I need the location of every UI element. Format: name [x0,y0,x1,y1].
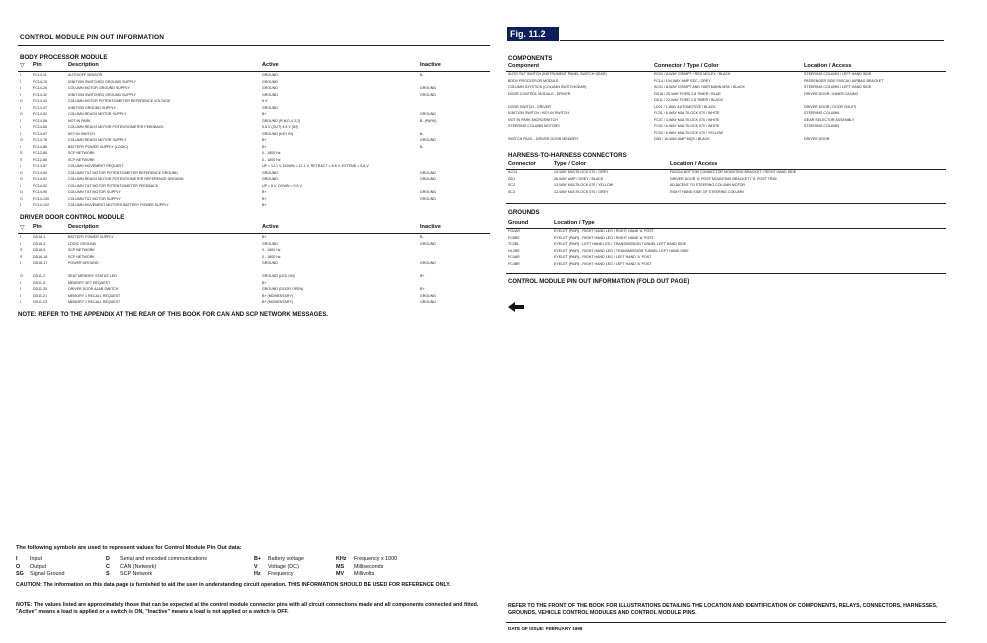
pin-description: COLUMN REACH MOTOR SUPPLY [68,138,127,142]
table-row [508,190,948,197]
pin-id: DD16-1 [33,235,46,239]
pin-description: MEMORY 1 RECALL REQUEST [68,293,121,298]
pin-inactive: GROUND [420,138,436,142]
pin-active: B+ [262,235,267,239]
pin-description: COLUMN TILT MOTOR SUPPLY [68,196,121,201]
pin-io: O [20,138,23,142]
pin-id: FC14-95 [33,190,47,194]
pin-active: GROUND [262,73,278,77]
table-row [508,262,948,269]
pin-inactive: GROUND [420,92,436,97]
symbol-meaning: Battery voltage [268,556,304,562]
pin-description: KEY-IN SWITCH [68,131,95,136]
harness-title: HARNESS-TO-HARNESS CONNECTORS [508,152,627,159]
symbol-key: B+ [254,556,262,562]
table-row [508,137,948,144]
component-connector: LD01 / 1-WAY AUTOMOTIVE / BLACK [654,104,716,109]
pin-description: COLUMN MOTOR GROUND SUPPLY [68,86,130,90]
fig-label: Fig. 11.2 [507,27,559,41]
pin-description: SEAT MEMORY STATUS LED [68,274,117,278]
component-connector: FC02 / 6-WAY MULTILOCK 070 / WHITE [654,124,720,128]
symbol-key: V [254,563,258,570]
pin-io: I [20,287,21,291]
pin-id: FC14-58 [33,118,47,123]
ground-id: HL2BR [508,248,520,253]
pin-active: GROUND [262,241,278,246]
symbol-meaning: Input [30,556,42,562]
pin-inactive: GROUND [420,261,436,265]
pin-io: O [20,170,23,175]
pin-id: FC14-67 [33,131,47,136]
harness-location: ADJACENT TO STEERING COLUMN MOTOR [670,183,746,187]
pin-id: FC14-11 [33,73,47,77]
pin-active: B+ [262,196,267,201]
pin-description: IGNITION SWITCHED GROUND SUPPLY [68,92,137,97]
pin-description: COLUMN TILT MOTOR SUPPLY [68,190,121,194]
pin-io: S [20,157,23,162]
pin-description: COLUMN MOVEMENT MOTORS BATTERY POWER SUPPLY [68,203,169,207]
date-rule [506,622,946,623]
pin-id: FC14-92 [33,183,47,188]
symbol-meaning: SCP Network [120,571,153,577]
pin-description: SCP NETWORK [68,254,95,259]
pin-active: 0 - 1800 Hz [262,151,281,155]
symbol-meaning: Frequency [268,571,294,577]
pin-io: I [20,300,21,304]
pin-io: I [20,92,21,97]
pin-id: FC14-90 [33,170,47,175]
symbol-key: SG [16,571,24,577]
pin-inactive: B- [420,144,424,149]
pin-id: FC14-52 [33,112,47,116]
grounds-header [508,220,948,228]
pin-io: O [20,190,23,194]
pin-id: FC14-15 [33,79,47,84]
pin-inactive: GROUND [420,177,436,181]
pin-inactive: GROUND [420,196,436,201]
grounds-title: GROUNDS [508,209,540,216]
pin-id: DD11-2 [33,274,46,278]
pin-active: B+ [262,280,267,285]
symbol-key: S [106,571,110,577]
pin-inactive: B- [420,131,424,136]
component-location: STEERING COLUMN / LEFT HAND SIDE [804,85,872,89]
component-location: STEERING COLUMN / LEFT HAND SIDE [804,72,872,76]
harness-connector: SC2 [508,183,515,187]
ddcm-title: DRIVER DOOR CONTROL MODULE [20,214,125,221]
component-connector: SC01 / 8-WAY CRIMPT AND HARTMANN MSK / BLACK [654,85,745,89]
pin-description: LOGIC GROUND [68,241,97,246]
ground-location: EYELET (PAIR) - RIGHT HAND LEG / RIGHT HAND 'A' POST [554,235,654,240]
pin-active: GROUND (DOOR OPEN) [262,287,304,291]
pin-inactive: B- (PARK) [420,118,437,123]
fig-rule [560,40,944,41]
component-connector: FC01 / 6-WAY MULTILOCK 070 / WHITE [654,111,720,115]
ground-location: EYELET (PAIR) - LEFT HAND LEG / TRANSMISSION TUNNEL LEFT HAND SIDE [554,242,687,246]
component-connector: DD5 / 10-WAY AMP MQS / BLACK [654,137,710,141]
pin-io: I [20,235,21,239]
ground-location: EYELET (PAIR) - RIGHT HAND LEG / LEFT HAND 'A' POST [554,255,652,259]
components-title: COMPONENTS [508,55,553,62]
pin-io: I [20,261,21,265]
pin-active: B+ (MOMENTARY) [262,300,293,304]
pin-description: MEMORY SET REQUEST [68,280,111,285]
pin-description: DRIVER DOOR AJAR SWITCH [68,287,119,291]
harness-type: 26-WAY AMP / GREY / BLACK [554,176,604,181]
component-location: DRIVER DOOR / DOOR SHUTS [804,104,857,109]
pin-io: I [20,105,21,110]
pin-inactive: B- [420,235,424,239]
pin-symbol-icon: ▽ [20,225,25,231]
ground-location: EYELET (PAIR) - RIGHT HAND LEG / LEFT HAND 'A' POST [554,261,652,266]
ground-id: FC6RE [508,235,520,240]
pin-active: 0.5 V (OUT) 4.5 V (IN) [262,125,298,129]
harness-location: RIGHT HAND SIDE OF STEERING COLUMN [670,189,744,194]
pin-id: FC14-102 [33,203,49,207]
grounds-top-rule [506,203,946,204]
ddcm-header [20,224,490,232]
pin-active: GROUND [262,170,278,175]
symbol-key: I [16,556,18,562]
table-row [20,203,490,210]
component-connector: FC07 / 3-WAY MULTILOCK 070 / WHITE [654,117,720,122]
pin-active: 5 V [262,99,268,103]
pin-active: B+ (MOMENTARY) [262,293,293,298]
harness-header [508,161,948,169]
pin-description: COLUMN MOVEMENT REQUEST [68,164,124,168]
ground-location: EYELET (PAIR) - RIGHT HAND LEG / TRANSMISSION TUNNEL LEFT HAND SIDE [554,248,689,253]
ground-id: TC2BL [508,242,520,246]
pin-id: FC14-47 [33,105,47,110]
component-name: STEERING COLUMN MOTORS [508,124,560,128]
bpm-col-active: Active [262,62,279,68]
pin-id: FC14-91 [33,177,47,181]
ddcm-col-description: Description [68,224,99,230]
component-connector: DD11 / 22-WAY FORD 2.8 TIMER / BLACK [654,98,723,102]
harness-location: FASCIA BOTTOM CONNECTOR MOUNTING BRACKET / RIGHT HAND SIDE [670,170,797,174]
note-values-text: NOTE: The values listed are approximately those that can be expected at the control module connector pins with all circuit connections made and all components connected and fitted. "Active" means a load is applied or a switch is ON, "Inactive" means a load is not applied or a switch is OFF. [16,602,479,615]
symbol-key: D [106,556,110,562]
symbol-key: C [106,563,110,570]
pin-io: I [20,144,21,149]
pin-description: MEMORY 2 RECALL REQUEST [68,300,121,304]
pin-inactive: B+ [420,274,425,278]
pin-io: I [20,280,21,285]
bpm-header-rule [18,71,490,72]
pin-description: POWER GROUND [68,261,99,265]
bpm-col-inactive: Inactive [420,62,441,68]
pin-inactive: GROUND [420,300,436,304]
pin-id: FC14-78 [33,138,47,142]
pin-inactive: B+ [420,287,425,291]
symbol-meaning: Milliseconds [354,563,384,570]
pin-id: DD11-5 [33,280,46,285]
grounds-col-location: Location / Type [554,220,595,226]
pin-active: UP = 12.1 V, DOWN = 12.1 V, RETRACT = 8.8 V, EXTEND = 6.8 V [262,164,369,168]
fold-out-label: CONTROL MODULE PIN OUT INFORMATION (FOLD OUT PAGE) [508,279,690,285]
component-name: AUTO TILT SWITCH (INSTRUMENT PANEL SWITCH GEAR) [508,72,607,76]
date-of-issue: DATE OF ISSUE: FEBRUARY 1998 [508,626,583,631]
symbol-key: MV [336,571,345,577]
pin-active: B+ [262,138,267,142]
pin-id: FC14-88 [33,144,47,149]
component-location: STEERING COLUMN [804,124,839,128]
refer-front-text: REFER TO THE FRONT OF THE BOOK FOR ILLUSTRATIONS DETAILING THE LOCATION AND IDENTIFICATION OF COMPONENTS, RELAYS, CONNECTORS, HARNESSES, GROUNDS, VEHICLE CONTROL MODULES AND CONTROL MODULE PINS. [508,603,938,616]
pin-active: B+ [262,190,267,194]
pin-io: I [20,241,21,246]
components-col-location: Location / Access [804,63,852,69]
pin-description: BATTERY POWER SUPPLY [68,235,114,239]
component-location: DRIVER DOOR [804,137,830,141]
component-location: DRIVER DOOR / INNER CASING [804,91,859,96]
harness-type: 14-WAY MULTILOCK 070 / GREY [554,170,609,174]
symbol-key: Hz [254,571,261,577]
pin-description: COLUMN TILT MOTOR POTENTIOMETER REFERENCE GROUND [68,170,178,175]
pin-active: GROUND (KEY IN) [262,131,294,136]
arrow-left-icon[interactable] [508,302,524,312]
pin-io: I [20,125,21,129]
pin-io: O [20,196,23,201]
pin-id: FC14-87 [33,164,47,168]
pin-active: GROUND [262,92,278,97]
component-name: COLUMN JOYSTICK (COLUMN SWITCHGEAR) [508,85,587,89]
ground-location: EYELET (PAIR) - RIGHT HAND LEG / RIGHT HAND 'A' POST [554,229,654,233]
pin-active: GROUND [262,261,278,265]
harness-location: DRIVER DOOR 'A' POST MOUNTING BRACKET / 'A' POST TRIM [670,176,777,181]
components-header [508,63,948,71]
components-col-connector: Connector / Type / Color [654,63,719,69]
pin-symbol-icon: ▽ [20,63,25,69]
symbol-row [16,556,486,563]
symbols-title: The following symbols are used to represent values for Control Module Pin Out data: [16,545,242,551]
pin-io: I [20,183,21,188]
pin-inactive: GROUND [420,112,436,116]
pin-description: COLUMN TILT MOTOR POTENTIOMETER FEEDBACK [68,183,159,188]
pin-io: O [20,112,23,116]
ddcm-col-active: Active [262,224,279,230]
symbol-meaning: Voltage (DC) [268,563,299,570]
pin-id: FC14-43 [33,99,47,103]
pin-io: S [20,248,23,252]
pin-active: GROUND [262,105,278,110]
bpm-title: BODY PROCESSOR MODULE [20,54,108,61]
pin-description: AUTO/OFF SENSOR [68,73,103,77]
symbol-meaning: Serial and encoded communications [120,556,207,562]
pin-io: O [20,274,23,278]
pin-active: 0 - 1800 Hz [262,248,281,252]
harness-connector: AC14 [508,170,517,174]
pin-active: 0 - 1800 Hz [262,157,281,162]
symbol-key: MS [336,563,345,570]
pin-inactive: GROUND [420,190,436,194]
pin-active: B+ [262,112,267,116]
pin-io: I [20,203,21,207]
pin-description: BATTERY POWER SUPPLY (LOGIC) [68,144,129,149]
pin-active: GROUND (R,N,D,4,3,2) [262,118,301,123]
pin-inactive: GROUND [420,241,436,246]
pin-description: COLUMN REACH MOTOR SUPPLY [68,112,127,116]
pin-io: O [20,177,23,181]
harness-type: 13-WAY MULTILOCK 070 / GREY [554,189,609,194]
harness-col-type: Type / Color [554,161,586,167]
note-appendix: NOTE: REFER TO THE APPENDIX AT THE REAR OF THIS BOOK FOR CAN AND SCP NETWORK MESSAGES. [18,312,329,318]
pin-io: I [20,86,21,90]
ddcm-col-inactive: Inactive [420,224,441,230]
pin-description: IGNITION GROUND SUPPLY [68,105,116,110]
pin-description: NOT IN PARK [68,118,91,123]
ground-id: FC4BR [508,261,520,266]
component-name: BODY PROCESSOR MODULE [508,78,559,83]
fold-top-rule [506,273,946,274]
bpm-col-description: Description [68,62,99,68]
ground-id: FG2AR [508,229,520,233]
symbol-key: KHz [336,556,347,562]
pin-description: SCP NETWORK [68,248,95,252]
component-connector: EC01 / 8-WAY CRIMPT / RED MOLEX / BLACK [654,72,731,76]
pin-active: 0 - 1800 Hz [262,254,281,259]
bpm-col-pin: Pin [33,62,42,68]
pin-active: GROUND [262,177,278,181]
pin-id: DD11-22 [33,300,48,304]
symbol-meaning: Signal Ground [30,571,65,577]
component-name: NOT IN PARK MICROSWITCH [508,117,558,122]
bpm-header [20,62,490,70]
pin-active: GROUND [262,79,278,84]
pin-io: I [20,79,21,84]
component-name: SWITCH PACK - DRIVER DOOR MEMORY [508,137,579,141]
ddcm-col-pin: Pin [33,224,42,230]
pin-id: FC12-86 [33,157,47,162]
component-location: STEERING COLUMN [804,111,839,115]
pin-io: I [20,73,21,77]
pin-id: FC14-66 [33,125,47,129]
symbol-meaning: Frequency x 1000 [354,556,398,562]
pin-description: COLUMN REACH MOTOR POTENTIOMETER REFERENCE GROUND [68,177,184,181]
header-rule [18,45,490,46]
ground-id: FC4AR [508,255,520,259]
pin-active: GROUND (LED ON) [262,274,295,278]
pin-id: FC12-85 [33,151,47,155]
pin-io: O [20,99,23,103]
pin-description: COLUMN REACH MOTOR POTENTIOMETER FEEDBACK [68,125,164,129]
pin-active: GROUND [262,86,278,90]
symbol-meaning: Millivolts [354,571,375,577]
component-connector: FC03 / 6-WAY MULTILOCK 070 / YELLOW [654,130,723,135]
pin-io: S [20,151,23,155]
harness-type: 13-WAY MULTILOCK 070 / YELLOW [554,183,614,187]
pin-id: DD16-16 [33,254,48,259]
table-row [20,300,490,307]
pin-id: FC14-26 [33,86,47,90]
component-connector: FC14 / 104-WAY AMP EEC / GREY [654,78,711,83]
symbol-meaning: CAN (Network) [120,563,157,570]
component-name: DOOR CONTROL MODULE - DRIVER [508,91,571,96]
symbol-key: O [16,563,21,570]
pin-id: DD11-20 [33,287,48,291]
symbol-row [16,571,486,578]
grounds-col-ground: Ground [508,220,529,226]
pin-inactive: GROUND [420,170,436,175]
pin-id: FC14-32 [33,92,47,97]
pin-inactive: GROUND [420,293,436,298]
harness-connector: SC3 [508,189,515,194]
pin-description: SCP NETWORK [68,151,95,155]
pin-description: IGNITION SWITCHED GROUND SUPPLY [68,79,137,84]
pin-description: COLUMN MOTOR POTENTIOMETER REFERENCE VOLTAGE [68,99,171,103]
pin-id: DD16-5 [33,248,46,252]
pin-io: I [20,293,21,298]
pin-id: DD16-17 [33,261,48,265]
ddcm-header-rule [18,233,490,234]
component-connector: DD16 / 20-WAY FORD 2.8 TIMER / BLUE [654,91,721,96]
harness-col-connector: Connector [508,161,536,167]
pin-id: DD11-21 [33,293,48,298]
pin-io: I [20,131,21,136]
components-col-component: Component [508,63,540,69]
component-name: DOOR SWITCH - DRIVER [508,104,551,109]
pin-id: FC14-100 [33,196,49,201]
pin-io: S [20,254,23,259]
pin-active: B+ [262,203,267,207]
pin-active: B+ [262,144,267,149]
component-location: PASSENGER SIDE FASCIA / AIRBAG BRACKET [804,78,884,83]
pin-inactive: GROUND [420,86,436,90]
pin-inactive: B- [420,73,424,77]
component-name: IGNITION SWITCH / KEY-IN SWITCH [508,111,569,115]
pin-io: I [20,164,21,168]
harness-connector: DD1 [508,176,516,181]
caution-text: CAUTION: The information on this data page is furnished to aid the user in understanding circuit operation. THIS INFORMATION SHOULD BE USED FOR REFERENCE ONLY. [16,582,451,588]
pin-description: SCP NETWORK [68,157,95,162]
harness-col-location: Location / Access [670,161,718,167]
symbol-row [16,564,486,571]
pin-active: UP = 8 V, DOWN = 0.5 V [262,183,302,188]
component-location: GEAR SELECTOR ASSEMBLY [804,117,855,122]
pin-id: DD16-3 [33,241,46,246]
pin-io: I [20,118,21,123]
symbol-meaning: Output [30,563,47,570]
page-header-title: CONTROL MODULE PIN OUT INFORMATION [20,34,165,41]
